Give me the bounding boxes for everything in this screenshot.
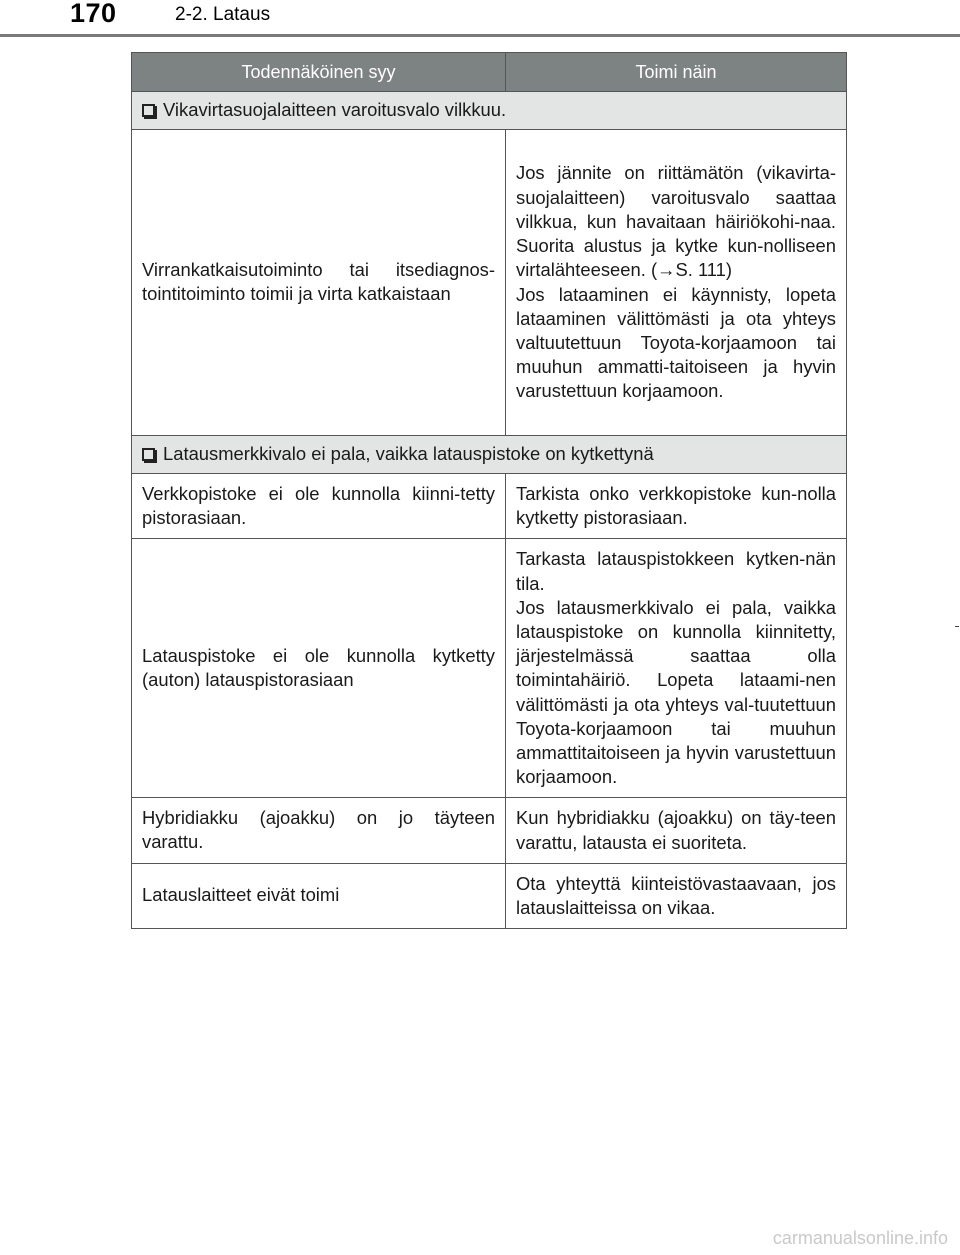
footer-watermark: carmanualsonline.info xyxy=(772,1228,948,1248)
section-heading xyxy=(132,436,847,474)
checkbox-icon xyxy=(142,448,155,461)
cause-cell: Hybridiakku (ajoakku) on jo täyteen varattu. xyxy=(132,798,506,863)
solution-paragraph: Kun hybridiakku (ajoakku) on täy-teen varattu, latausta ei suoriteta. xyxy=(516,807,836,853)
table-row xyxy=(132,798,847,863)
solution-paragraph: Jos jännite on riittämätön (vikavirta-suojalaitteen) varoitusvalo saattaa vilkkua, kun havaitaan häiriökohi-naa. Suorita alustus ja kytke kun-nolliseen virtalähteeseen. (→S. 111) xyxy=(516,162,836,281)
table-row xyxy=(132,474,847,539)
table-header-row xyxy=(132,53,847,92)
margin-tick xyxy=(955,626,959,627)
section-title: 2-2. Lataus xyxy=(175,4,271,25)
table-row xyxy=(132,539,847,798)
solution-paragraph: Ota yhteyttä kiinteistövastaavaan, jos latauslaitteissa on vikaa. xyxy=(516,872,836,919)
column-header-solution: Toimi näin xyxy=(506,53,847,92)
solution-cell xyxy=(506,130,847,436)
solution-paragraph: Jos lataaminen ei käynnisty, lopeta lataaminen välittömästi ja ota yhteys valtuutettuun Toyota-korjaamoon tai muuhun ammatti-taitoiseen ja hyvin varustettuun korjaamoon. xyxy=(516,283,836,402)
cause-cell: Verkkopistoke ei ole kunnolla kiinni-tetty pistorasiaan. xyxy=(132,474,506,539)
solution-paragraph: Tarkasta latauspistokkeen kytken-nän tila. xyxy=(516,548,836,594)
cause-cell: Latauslaitteet eivät toimi xyxy=(132,863,506,928)
solution-cell xyxy=(506,539,847,798)
section-title-text: Latausmerkkivalo ei pala, vaikka latauspistoke on kytkettynä xyxy=(163,443,654,465)
section-row xyxy=(132,92,847,130)
table-row xyxy=(132,863,847,928)
cause-cell: Latauspistoke ei ole kunnolla kytketty (auton) latauspistorasiaan xyxy=(132,539,506,798)
solution-paragraph: Jos latausmerkkivalo ei pala, vaikka latauspistoke on kunnolla kiinnitetty, järjestelmässä saattaa olla toimintahäiriö. Lopeta lataami-nen välittömästi ja ota yhteys val-tuutettuun Toyota-korjaamoon tai muuhun ammattitaitoiseen ja hyvin varustettuun korjaamoon. xyxy=(516,596,836,788)
troubleshooting-table xyxy=(131,52,847,929)
solution-cell xyxy=(506,798,847,863)
solution-cell xyxy=(506,474,847,539)
checkbox-icon xyxy=(142,104,155,117)
solution-paragraph: Tarkista onko verkkopistoke kun-nolla kytketty pistorasiaan. xyxy=(516,483,836,529)
header-rule xyxy=(0,34,960,37)
page-header xyxy=(0,0,960,40)
page-number: 170 xyxy=(70,0,117,28)
section-heading xyxy=(132,92,847,130)
section-title-text: Vikavirtasuojalaitteen varoitusvalo vilkkuu. xyxy=(163,99,507,121)
solution-cell xyxy=(506,863,847,928)
section-row xyxy=(132,436,847,474)
column-header-cause: Todennäköinen syy xyxy=(132,53,506,92)
cause-cell: Virrankatkaisutoiminto tai itsediagnos-tointitoiminto toimii ja virta katkaistaan xyxy=(132,130,506,436)
table-row xyxy=(132,130,847,436)
